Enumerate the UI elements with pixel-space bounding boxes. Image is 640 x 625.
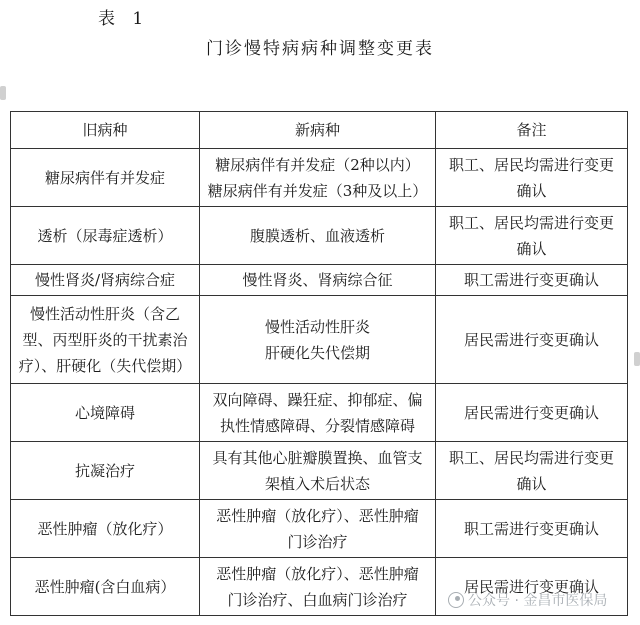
cell-text-line: 确认 [516, 474, 547, 493]
cell-text-line: 确认 [516, 239, 547, 258]
cell-text-line: 职工需进行变更确认 [463, 519, 599, 538]
cell-new-disease [200, 296, 436, 384]
header-old-disease: 旧病种 [11, 112, 200, 149]
cell-note [436, 207, 628, 265]
table-header-row [11, 112, 628, 149]
cell-text-line: 执性情感障碍、分裂情感障碍 [219, 416, 415, 435]
cell-text-line: 职工、居民均需进行变更 [448, 155, 614, 174]
cell-text-line: 恶性肿瘤（放化疗）、恶性肿瘤 [216, 564, 419, 583]
cell-old-disease [11, 207, 200, 265]
cell-note [436, 442, 628, 500]
cell-text-line: 肝硬化失代偿期 [264, 343, 370, 362]
cell-old-disease [11, 500, 200, 558]
cell-text-line: 居民需进行变更确认 [463, 330, 599, 349]
cell-text-line: 门诊治疗 [287, 532, 348, 551]
table-label: 表 1 [98, 9, 150, 29]
cell-text-line: 慢性活动性肝炎 [264, 317, 370, 336]
cell-text-line: 职工、居民均需进行变更 [448, 448, 614, 467]
cell-text-line: 慢性肾炎、肾病综合征 [242, 271, 393, 289]
cell-old-disease [11, 265, 200, 296]
cell-old-disease [11, 384, 200, 442]
cell-new-disease [200, 442, 436, 500]
cell-old-disease [11, 149, 200, 207]
watermark-text: 公众号 · 金昌市医保局 [468, 593, 608, 609]
cell-text-line: 糖尿病伴有并发症 [44, 168, 165, 187]
cell-text-line: 恶性肿瘤(含白血病） [34, 577, 176, 596]
cell-text-line: 慢性活动性肝炎（含乙 [29, 304, 180, 323]
page-title: 门诊慢特病病种调整变更表 [206, 39, 434, 59]
table-row [11, 500, 628, 558]
cell-note [436, 500, 628, 558]
cell-note [436, 384, 628, 442]
cell-text-line: 慢性肾炎/肾病综合症 [34, 271, 176, 289]
cell-text-line: 疗）、肝硬化（失代偿期） [18, 356, 192, 375]
cell-new-disease [200, 558, 436, 616]
cell-text-line: 恶性肿瘤（放化疗）、恶性肿瘤 [216, 506, 419, 525]
cell-new-disease [200, 265, 436, 296]
cell-old-disease [11, 296, 200, 384]
table-row [11, 149, 628, 207]
cell-text-line: 具有其他心脏瓣膜置换、血管支 [212, 448, 423, 467]
cell-text-line: 确认 [516, 181, 547, 200]
table-row [11, 207, 628, 265]
page-edge-marker-right [634, 352, 640, 366]
cell-old-disease [11, 442, 200, 500]
cell-text-line: 腹膜透析、血液透析 [249, 226, 385, 245]
cell-text-line: 居民需进行变更确认 [463, 403, 599, 422]
cell-text-line: 糖尿病伴有并发症（3种及以上） [207, 181, 428, 200]
cell-text-line: 双向障碍、躁狂症、抑郁症、偏 [212, 390, 423, 409]
table-row [11, 296, 628, 384]
cell-text-line: 架植入术后状态 [264, 474, 370, 493]
cell-new-disease [200, 384, 436, 442]
cell-new-disease [200, 207, 436, 265]
page-edge-marker-left [0, 86, 6, 100]
header-note: 备注 [436, 112, 628, 149]
cell-note [436, 296, 628, 384]
table-row [11, 442, 628, 500]
cell-text-line: 职工需进行变更确认 [463, 271, 599, 289]
cell-text-line: 恶性肿瘤（放化疗） [37, 519, 173, 538]
cell-note [436, 265, 628, 296]
cell-new-disease [200, 149, 436, 207]
table-row [11, 265, 628, 296]
cell-text-line: 型、丙型肝炎的干扰素治 [22, 330, 188, 349]
cell-old-disease [11, 558, 200, 616]
cell-text-line: 透析（尿毒症透析） [37, 226, 173, 245]
disease-change-table [10, 111, 628, 616]
cell-new-disease [200, 500, 436, 558]
header-new-disease: 新病种 [200, 112, 436, 149]
cell-text-line: 心境障碍 [74, 403, 135, 422]
table-row [11, 384, 628, 442]
watermark [448, 590, 607, 610]
cell-text-line: 糖尿病伴有并发症（2种以内） [215, 155, 420, 174]
cell-text-line: 门诊治疗、白血病门诊治疗 [227, 590, 408, 609]
cell-text-line: 职工、居民均需进行变更 [448, 213, 614, 232]
cell-text-line: 居民需进行变更确认 [463, 577, 599, 596]
cell-note [436, 149, 628, 207]
wechat-official-account-icon [448, 592, 464, 608]
cell-text-line: 抗凝治疗 [74, 461, 135, 480]
